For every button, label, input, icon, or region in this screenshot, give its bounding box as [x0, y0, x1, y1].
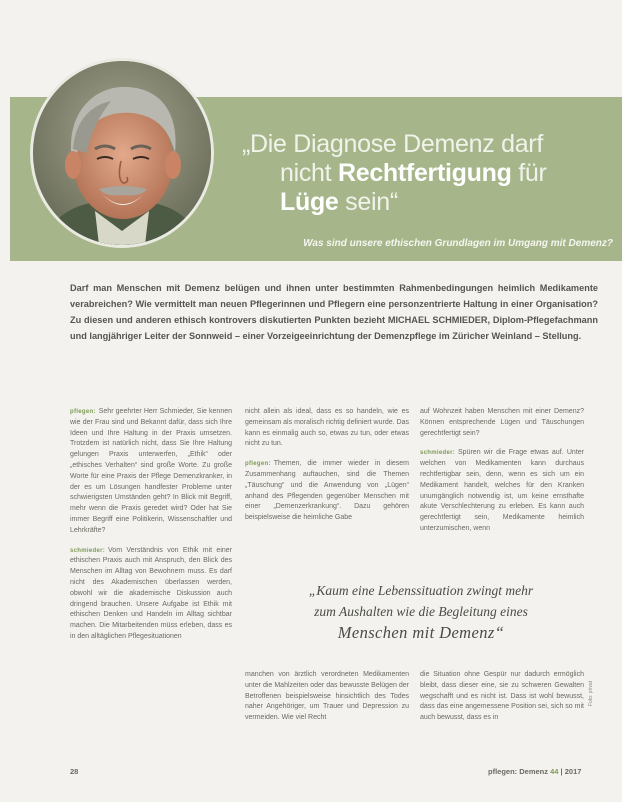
text-column-3-continued — [420, 670, 584, 746]
speaker-label: pflegen: — [245, 461, 271, 468]
column-2-paragraph-1 — [245, 407, 409, 450]
text-column-2-continued — [245, 670, 409, 746]
speaker-label: schmieder: — [70, 547, 106, 554]
paragraph-text: Sehr geehrter Herr Schmieder, Sie kennen wie der Frau sind und Bekannt dafür, dass sich Ihre Ideen und Ihre Haltung in der Praxis umsetzen. Trotzdem ist natürlich nicht, dass Sie Ihre Haltung gelungen Praxis unterwerfen, „Ethik“ oder „ethisches Verhalten“ sind große Worte. Zu große Worte für eine Praxis der Pflege Demenzkranker, in der es um Lösungen handfester Probleme unter schwierigsten Umständen geht? In Blick mit Begriff, mehr wenn die Praxis geredet wird? Oder hat Sie immer Begriff eine Politikerin, Wissenschaftler und Lehrkräfte? — [70, 408, 232, 534]
column-2-continued-paragraph — [245, 670, 409, 724]
headline — [242, 130, 622, 217]
text-column-1 — [70, 407, 232, 745]
photo-credit: Foto: privat — [588, 680, 594, 706]
column-3-paragraph-2 — [420, 448, 584, 534]
paragraph-text: auf Wohnzeit haben Menschen mit einer Demenz? Können entsprechende Lügen und Täuschungen gerechtfertigt sein? — [420, 408, 584, 437]
pull-quote-line-2: zum Aushalten wie die Begleitung eines — [314, 604, 528, 619]
column-1-paragraph-2 — [70, 546, 232, 643]
issue-year: 2017 — [564, 767, 582, 776]
headline-line-3-post: sein“ — [338, 188, 398, 216]
portrait-illustration — [33, 61, 211, 245]
headline-line-1: „Die Diagnose Demenz darf — [242, 130, 543, 158]
headline-line-2-post: für — [511, 159, 547, 187]
paragraph-text: nicht allein als ideal, dass es so handeln, wie es gemeinsam als moralisch richtig definiert wurde. Das kann es einmalig auch so, etwas zu tun, oder etwas nicht zu tun. — [245, 408, 409, 448]
magazine-name: pflegen: Demenz — [488, 767, 549, 776]
headline-line-3 — [242, 188, 622, 217]
paragraph-text: die Situation ohne Gespür nur dadurch ermöglich bleibt, dass dieser eine, sie zu schweren Gewalten wegschafft und es nicht ist. Dass ist wohl bewusst, dass das eine angemessene Position sei, sich so mit auch bewusst, dass es in — [420, 671, 584, 722]
portrait-photo — [30, 58, 214, 248]
issue-number: 44 — [550, 767, 559, 776]
speaker-label: pflegen: — [70, 409, 96, 415]
paragraph-text: Themen, die immer wieder in diesem Zusammenhang auftauchen, sind die Themen „Täuschung“ und die Anwendung von „Lügen“ anhand des Pflegenden gegenüber Menschen mit einer „Demenzerkrankung“. Dazu gehören beispielsweise die heimliche Gabe — [245, 460, 409, 522]
headline-emphasis-luege: Lüge — [280, 188, 339, 216]
pull-quote-line-1: „Kaum eine Lebenssituation zwingt mehr — [308, 583, 534, 598]
column-3-continued-paragraph — [420, 670, 584, 724]
headline-emphasis-rechtfertigung: Rechtfertigung — [337, 159, 512, 187]
column-2-paragraph-2 — [245, 459, 409, 524]
page-number: 28 — [70, 767, 79, 776]
pull-quote — [232, 580, 610, 644]
column-1-paragraph-1 — [70, 407, 232, 537]
magazine-footer: pflegen: Demenz 44 | 2017 — [488, 767, 582, 776]
headline-line-2 — [242, 159, 622, 188]
column-3-paragraph-1 — [420, 407, 584, 439]
paragraph-text: Vom Verständnis von Ethik mit einer ethischen Praxis auch mit Anspruch, den Blick des Menschen im Alltag von Bewohnern muss. Es darf nicht des Akademischen überlassen werden, obwohl wir die akademische Diskussion auch dringend brauchen. Unsere Aufgabe ist Ethik mit ethischen Denken und Handeln im Alltag sichtbar machen. Die Mitarbeitenden müss erleben, dass es in den alltäglichen Pflegesituationen — [70, 546, 232, 640]
paragraph-text: manchen von ärztlich verordneten Medikamenten unter die Mahlzeiten oder das bewusste Belügen der Betroffenen beispielsweise hinsichtlich des Todes naher Angehöriger, um Trauer und Depression zu vermeiden. Wie viel Recht — [245, 671, 409, 722]
lead-paragraph: Darf man Menschen mit Demenz belügen und ihnen unter bestimmten Rahmenbedingungen heimlich Medikamente verabreichen? Wie vermittelt man neuen Pflegerinnen und Pflegern eine personzentrierte Haltung in einer Organisation? Zu diesen und anderen ethisch kontrovers diskutierten Punkten bezieht MICHAEL SCHMIEDER, Diplom-Pflegefachmann und langjähriger Leiter der Sonnweid – einer Vorzeigeeinrichtung der Demenzpflege im Züricher Weinland – Stellung. — [70, 283, 598, 341]
paragraph-text: Spüren wir die Frage etwas auf. Unter welchen von Medikamenten kann durchaus rechtfertigbar sein, denn, wenn es sich um ein Medikament handelt, welches für den Kranken unumgänglich notwendig ist, um keine ernsthafte akute Verschlechterung zu erleben. Es kann auch gerechtfertigt sein, Medikamente heimlich unterzumischen, wenn — [420, 449, 584, 532]
headline-line-2-pre: nicht — [280, 159, 338, 187]
pull-quote-line-3: Menschen mit Demenz“ — [337, 623, 505, 642]
text-column-2 — [245, 407, 409, 567]
subheadline: Was sind unsere ethischen Grundlagen im Umgang mit Demenz? — [303, 238, 613, 249]
text-column-3 — [420, 407, 584, 567]
speaker-label: schmieder: — [420, 450, 456, 457]
